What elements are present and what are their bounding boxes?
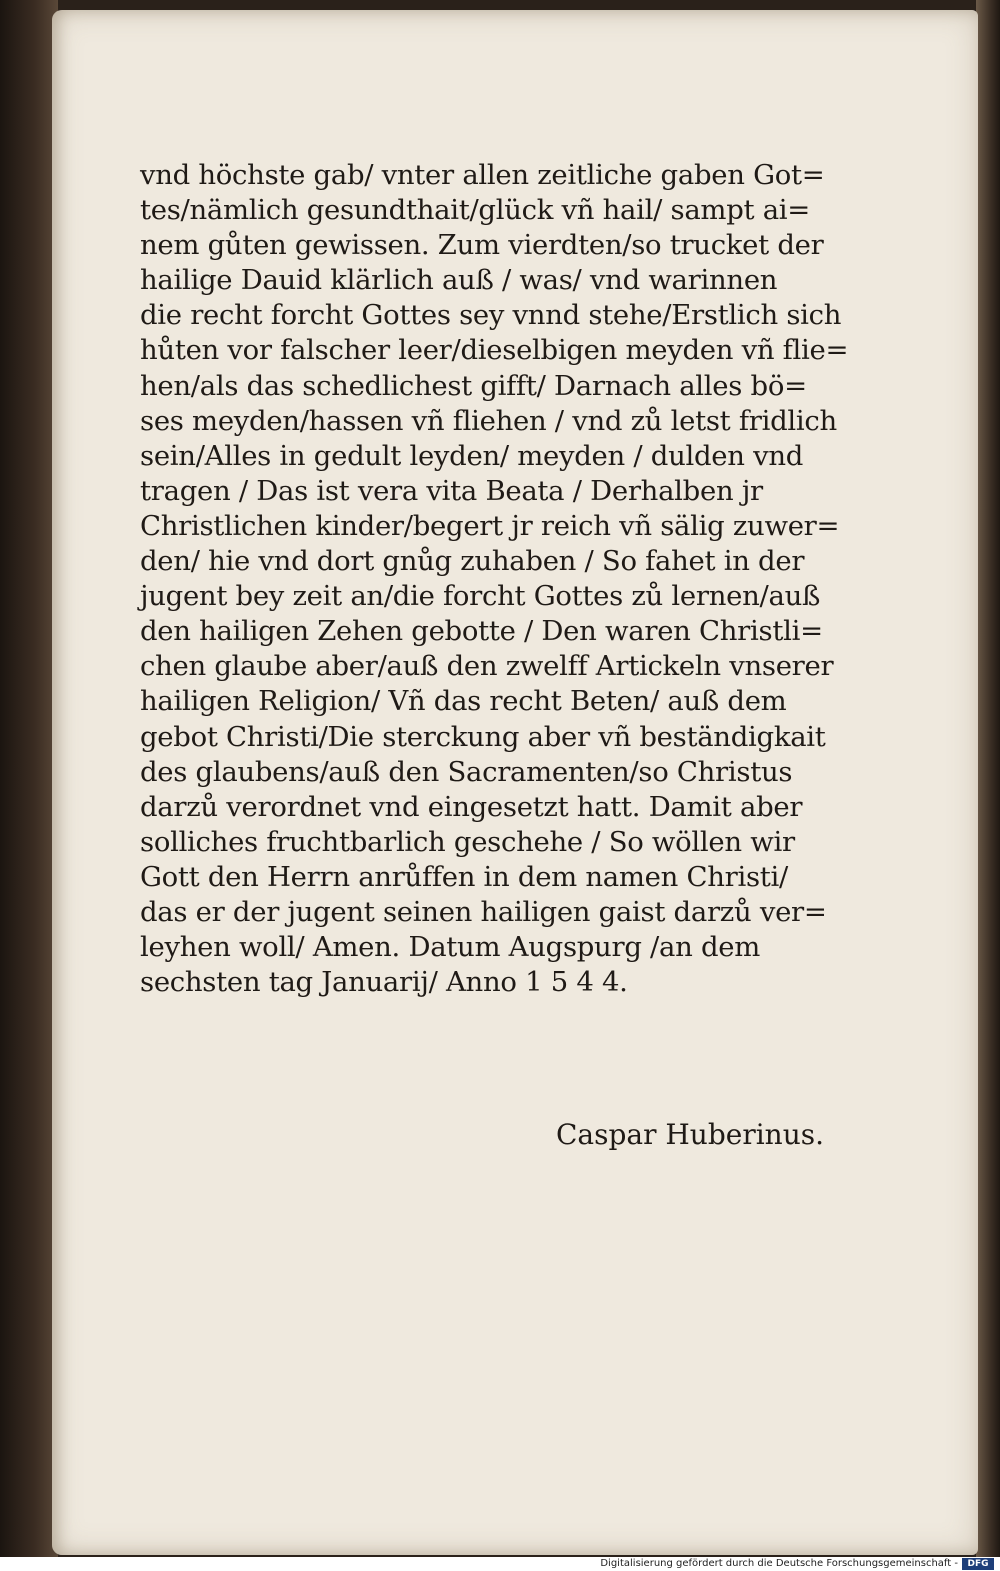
text-line: leyhen woll/ Amen. Datum Augspurg /an dem — [140, 931, 761, 964]
book-edge — [976, 0, 1000, 1560]
text-line: Gott den Herrn anrůffen in dem namen Christi/ — [140, 860, 789, 893]
body-text — [140, 158, 920, 1000]
text-line: gebot Christi/Die sterckung aber vñ beständigkait — [140, 720, 826, 753]
text-line: tes/nämlich gesundthait/glück vñ hail/ sampt ai= — [140, 194, 811, 227]
text-line: hůten vor falscher leer/dieselbigen meyden vñ flie= — [140, 334, 849, 367]
signature: Caspar Huberinus. — [556, 1118, 825, 1151]
funding-notice: Digitalisierung gefördert durch die Deutsche Forschungsgemeinschaft - — [600, 1558, 958, 1569]
text-line: das er der jugent seinen hailigen gaist darzů ver= — [140, 895, 827, 928]
text-line: hailigen Religion/ Vñ das recht Beten/ auß dem — [140, 685, 787, 718]
text-line: solliches fruchtbarlich geschehe / So wöllen wir — [140, 825, 795, 858]
text-line: darzů verordnet vnd eingesetzt hatt. Damit aber — [140, 790, 803, 823]
text-line: hen/als das schedlichest gifft/ Darnach alles bö= — [140, 369, 807, 402]
text-line: nem gůten gewissen. Zum vierdten/so trucket der — [140, 229, 824, 262]
text-line: ses meyden/hassen vñ fliehen / vnd zů letst fridlich — [140, 404, 837, 437]
text-line: sechsten tag Januarij/ Anno 1 5 4 4. — [140, 966, 628, 999]
text-line: chen glaube aber/auß den zwelff Artickeln vnserer — [140, 650, 834, 683]
text-line: Christlichen kinder/begert jr reich vñ sälig zuwer= — [140, 509, 840, 542]
text-line: hailige Dauid klärlich auß / was/ vnd warinnen — [140, 264, 778, 297]
text-line: sein/Alles in gedult leyden/ meyden / dulden vnd — [140, 439, 804, 472]
text-line: die recht forcht Gottes sey vnnd stehe/Erstlich sich — [140, 299, 842, 332]
book-spine-shadow — [0, 0, 58, 1560]
text-line: den/ hie vnd dort gnůg zuhaben / So fahet in der — [140, 545, 805, 578]
text-line: des glaubens/auß den Sacramenten/so Christus — [140, 755, 793, 788]
text-line: tragen / Das ist vera vita Beata / Derhalben jr — [140, 474, 763, 507]
footer-bar — [0, 1557, 1000, 1571]
text-line: vnd höchste gab/ vnter allen zeitliche gaben Got= — [140, 159, 825, 191]
text-line: den hailigen Zehen gebotte / Den waren Christli= — [140, 615, 823, 648]
dfg-logo-icon: DFG — [962, 1558, 994, 1570]
text-line: jugent bey zeit an/die forcht Gottes zů lernen/auß — [140, 580, 821, 613]
